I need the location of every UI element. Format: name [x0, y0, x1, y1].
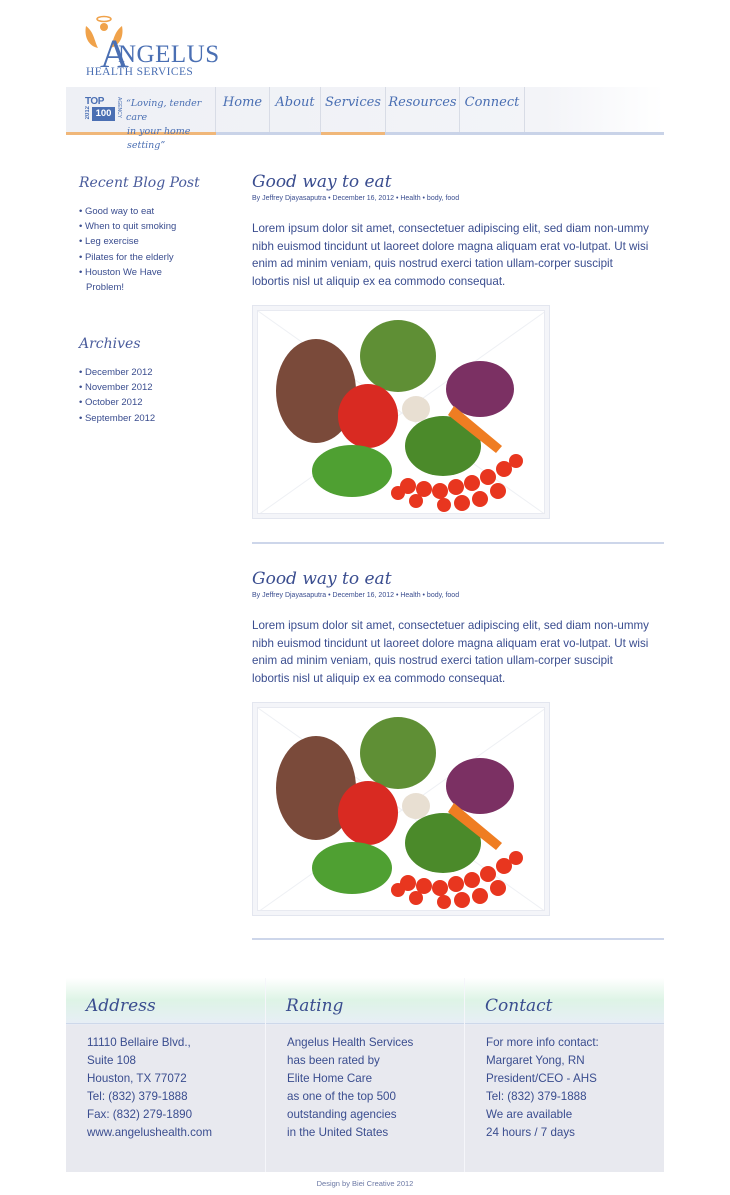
phone-line: Tel: (832) 379-1888: [486, 1090, 587, 1103]
blog-post: [252, 569, 664, 687]
nav-badge-area: [66, 87, 216, 151]
phone-line: Tel: (832) 379-1888: [87, 1090, 188, 1103]
post-divider: [252, 938, 664, 940]
tagline-line-2: in your home setting”: [127, 126, 191, 151]
site-logo[interactable]: [80, 12, 220, 82]
archives-heading: Archives: [79, 336, 141, 352]
contact-line: President/CEO - AHS: [486, 1072, 597, 1085]
vegetables-image-icon: [258, 311, 545, 514]
logo-subtitle: HEALTH SERVICES: [86, 66, 194, 78]
nav-services[interactable]: Services: [321, 87, 385, 135]
nav-connect[interactable]: Connect: [464, 95, 520, 110]
contact-line: 24 hours / 7 days: [486, 1126, 575, 1139]
rating-line: has been rated by: [287, 1054, 380, 1067]
address-line: Houston, TX 77072: [87, 1072, 187, 1085]
post-title[interactable]: Good way to eat: [252, 569, 392, 589]
nav-about[interactable]: About: [275, 95, 315, 110]
post-image[interactable]: [252, 305, 550, 519]
website-link[interactable]: www.angelushealth.com: [87, 1126, 213, 1139]
footer: [66, 978, 664, 1172]
design-credit: Design by Biei Creative 2012: [316, 1179, 414, 1188]
recent-post-link[interactable]: • Good way to eat: [79, 204, 199, 219]
archive-link[interactable]: • October 2012: [79, 395, 199, 410]
nav-home[interactable]: Home: [222, 95, 263, 110]
nav-divider: [524, 87, 525, 132]
nav-resources[interactable]: Resources: [388, 95, 457, 110]
recent-posts-heading: Recent Blog Post: [79, 175, 200, 191]
rating-line: outstanding agencies: [287, 1108, 397, 1121]
footer-rating-lines: [287, 1034, 413, 1142]
footer-contact: [464, 978, 663, 1172]
badge-number: 100: [92, 107, 115, 121]
footer-contact-lines: [486, 1034, 599, 1142]
post-title[interactable]: Good way to eat: [252, 172, 392, 192]
top-100-agency-badge: [85, 96, 121, 124]
tagline-line-1: “Loving, tender care: [126, 98, 202, 123]
post-body: Lorem ipsum dolor sit amet, consectetuer adipiscing elit, sed diam non-ummy nibh euismod tincidunt ut laoreet dolore magna aliquam erat vo-lutpat. Ut wisi enim ad minim veniam, quis nostrud exerci tation ullam-corper suscipit lobortis nisl ut aliquip ex ea commodo consequat.: [252, 619, 649, 685]
tagline: [126, 97, 216, 153]
post-meta: By Jeffrey Djayasaputra • December 16, 2012 • Health • body, food: [252, 592, 460, 599]
address-line: 11110 Bellaire Blvd.,: [87, 1036, 191, 1049]
contact-line: Margaret Yong, RN: [486, 1054, 585, 1067]
logo-name: NGELUS: [118, 41, 220, 68]
recent-post-link[interactable]: • When to quit smoking: [79, 219, 199, 234]
address-line: Suite 108: [87, 1054, 136, 1067]
footer-address-title: Address: [86, 996, 156, 1016]
footer-rating-title: Rating: [286, 996, 344, 1016]
contact-line: We are available: [486, 1108, 573, 1121]
logo-initial: A: [100, 31, 129, 76]
footer-contact-title: Contact: [485, 996, 553, 1016]
recent-post-link[interactable]: • Pilates for the elderly: [79, 250, 199, 265]
post-body: Lorem ipsum dolor sit amet, consectetuer adipiscing elit, sed diam non-ummy nibh euismod tincidunt ut laoreet dolore magna aliquam erat vo-lutpat. Ut wisi enim ad minim veniam, quis nostrud exerci tation ullam-corper suscipit lobortis nisl ut aliquip ex ea commodo consequat.: [252, 222, 649, 288]
footer-address: [66, 978, 265, 1172]
badge-agency: AGENCY: [116, 97, 122, 119]
footer-address-lines: [87, 1034, 212, 1142]
archive-link[interactable]: • November 2012: [79, 380, 199, 395]
badge-top: TOP: [85, 96, 104, 107]
rating-line: Angelus Health Services: [287, 1036, 414, 1049]
footer-rating: [265, 978, 464, 1172]
blog-post: [252, 172, 664, 290]
rating-line: in the United States: [287, 1126, 389, 1139]
post-image[interactable]: [252, 702, 550, 916]
archives-list: [79, 365, 199, 426]
contact-line: For more info contact:: [486, 1036, 599, 1049]
vegetables-image-icon: [258, 708, 545, 911]
archive-link[interactable]: • December 2012: [79, 365, 199, 380]
fax-line: Fax: (832) 279-1890: [87, 1108, 193, 1121]
archive-link[interactable]: • September 2012: [79, 411, 199, 426]
recent-post-link[interactable]: • Houston We Have Problem!: [79, 265, 199, 295]
rating-line: as one of the top 500: [287, 1090, 396, 1103]
post-meta: By Jeffrey Djayasaputra • December 16, 2012 • Health • body, food: [252, 195, 460, 202]
main-navigation: [66, 87, 664, 151]
badge-year: 2012: [85, 106, 91, 120]
recent-post-link[interactable]: • Leg exercise: [79, 234, 199, 249]
recent-posts-list: [79, 204, 199, 295]
post-divider: [252, 542, 664, 544]
rating-line: Elite Home Care: [287, 1072, 373, 1085]
